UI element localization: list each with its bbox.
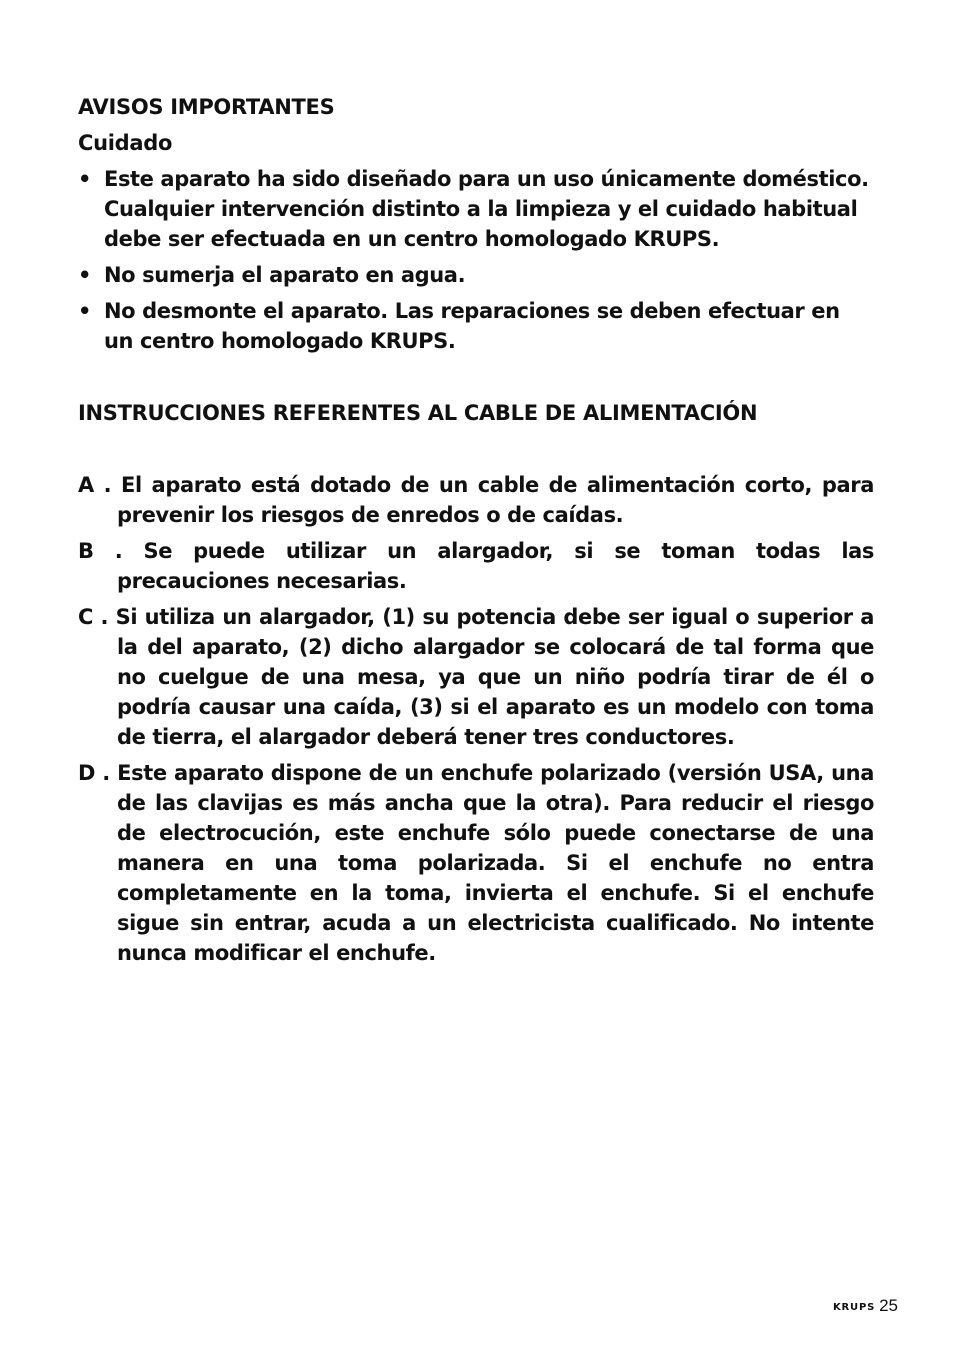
- list-item: [78, 296, 874, 356]
- list-item-text: No sumerja el aparato en agua.: [104, 263, 466, 287]
- bullet-icon: •: [78, 299, 92, 323]
- list-item-text: Este aparato ha sido diseñado para un uso únicamente doméstico. Cualquier intervención distinto a la limpieza y el cuidado habitual debe ser efectuada en un centro homologado KRUPS.: [104, 167, 869, 251]
- list-item-text: No desmonte el aparato. Las reparaciones se deben efectuar en un centro homologado KRUPS.: [104, 299, 840, 353]
- section-title-avisos: AVISOS IMPORTANTES: [78, 95, 335, 119]
- instruction-item-c: C . Si utiliza un alargador, (1) su potencia debe ser igual o superior a la del aparato, (2) dicho alargador se colocará de tal forma que no cuelgue de una mesa, ya que un niño podría tirar de él o podría causar una caída, (3) si el aparato es un modelo con toma de tierra, el alargador deberá tener tres conductores.: [78, 605, 874, 749]
- instruction-item-d: D . Este aparato dispone de un enchufe polarizado (versión USA, una de las clavijas es más ancha que la otra). Para reducir el riesgo de electrocución, este enchufe sólo puede conectarse de una manera en una toma polarizada. Si el enchufe no entra completamente en la toma, invierta el enchufe. Si el enchufe sigue sin entrar, acuda a un electricista cualificado. No intente nunca modificar el enchufe.: [78, 761, 874, 965]
- section-subtitle-cuidado: Cuidado: [78, 131, 173, 155]
- page-footer: [833, 1294, 898, 1320]
- brand-logo: KRUPS: [832, 1302, 876, 1313]
- page-number: 25: [879, 1296, 898, 1315]
- document-page: [78, 92, 874, 974]
- bullet-icon: •: [78, 167, 92, 191]
- list-item: [78, 164, 874, 254]
- instruction-item-a: A . El aparato está dotado de un cable de alimentación corto, para prevenir los riesgos de enredos o de caídas.: [78, 473, 874, 527]
- list-item: [78, 260, 874, 290]
- warning-list: [78, 164, 874, 356]
- instruction-item-b: B . Se puede utilizar un alargador, si se toman todas las precauciones necesarias.: [78, 539, 874, 593]
- section-title-cable: INSTRUCCIONES REFERENTES AL CABLE DE ALIMENTACIÓN: [78, 401, 758, 425]
- bullet-icon: •: [78, 263, 92, 287]
- instruction-list: [78, 470, 874, 968]
